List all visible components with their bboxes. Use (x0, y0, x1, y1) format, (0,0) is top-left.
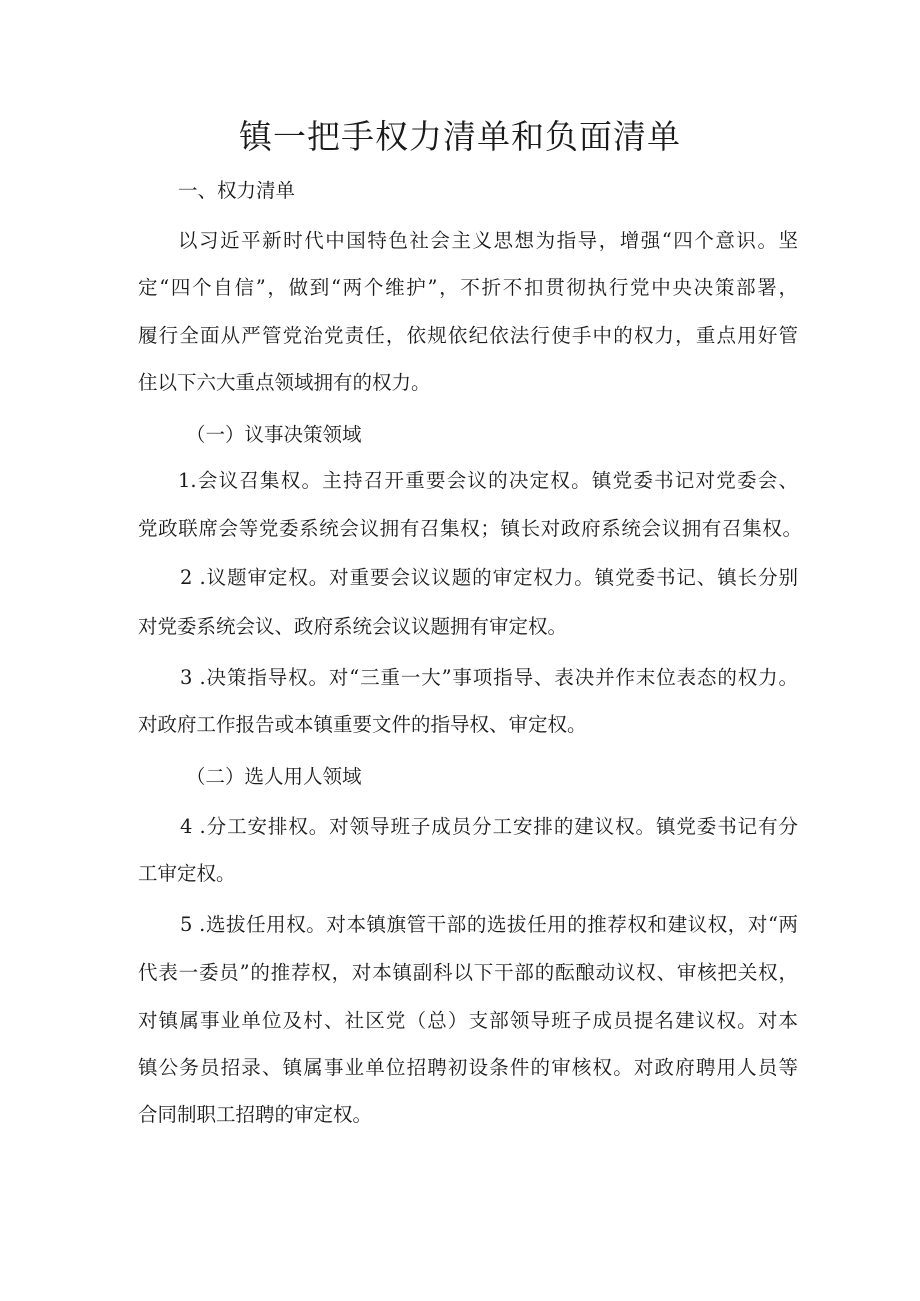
item-5-line-3: 对镇属事业单位及村、社区党（总）支部领导班子成员提名建议权。对本 (138, 1009, 798, 1032)
item-5-line-4: 镇公务员招录、镇属事业单位招聘初设条件的审核权。对政府聘用人员等 (138, 1056, 798, 1079)
section-heading-power-list: 一、权力清单 (178, 179, 296, 202)
document-title: 镇一把手权力清单和负面清单 (239, 117, 681, 156)
item-5-line-2: 代表一委员”的推荐权，对本镇副科以下干部的酝酿动议权、审核把关权， (138, 961, 798, 984)
intro-line-1: 以习近平新时代中国特色社会主义思想为指导，增强“四个意识。坚 (178, 229, 798, 252)
item-4-line-1: 4 .分工安排权。对领导班子成员分工安排的建议权。镇党委书记有分 (180, 815, 798, 838)
subsection-heading-decision: （一）议事决策领域 (186, 423, 362, 446)
intro-line-3: 履行全面从严管党治党责任，依规依纪依法行使手中的权力，重点用好管 (138, 324, 798, 347)
item-2-line-2: 对党委系统会议、政府系统会议议题拥有审定权。 (138, 615, 568, 638)
item-4-line-2: 工审定权。 (138, 862, 236, 885)
item-3-line-1: 3 .决策指导权。对“三重一大”事项指导、表决并作末位表态的权力。 (180, 666, 798, 689)
item-2-line-1: 2 .议题审定权。对重要会议议题的审定权力。镇党委书记、镇长分别 (180, 566, 798, 589)
item-3-line-2: 对政府工作报告或本镇重要文件的指导权、审定权。 (138, 713, 587, 736)
subsection-heading-personnel: （二）选人用人领域 (186, 765, 362, 788)
item-1-line-1: 1.会议召集权。主持召开重要会议的决定权。镇党委书记对党委会、 (178, 469, 798, 492)
item-1-line-2: 党政联席会等党委系统会议拥有召集权；镇长对政府系统会议拥有召集权。 (138, 517, 802, 540)
intro-line-4: 住以下六大重点领域拥有的权力。 (138, 371, 431, 394)
item-5-line-5: 合同制职工招聘的审定权。 (138, 1103, 373, 1126)
item-5-line-1: 5 .选拔任用权。对本镇旗管干部的选拔任用的推荐权和建议权，对“两 (180, 913, 798, 936)
intro-line-2: 定“四个自信”，做到“两个维护”，不折不扣贯彻执行党中央决策部署， (138, 276, 798, 299)
